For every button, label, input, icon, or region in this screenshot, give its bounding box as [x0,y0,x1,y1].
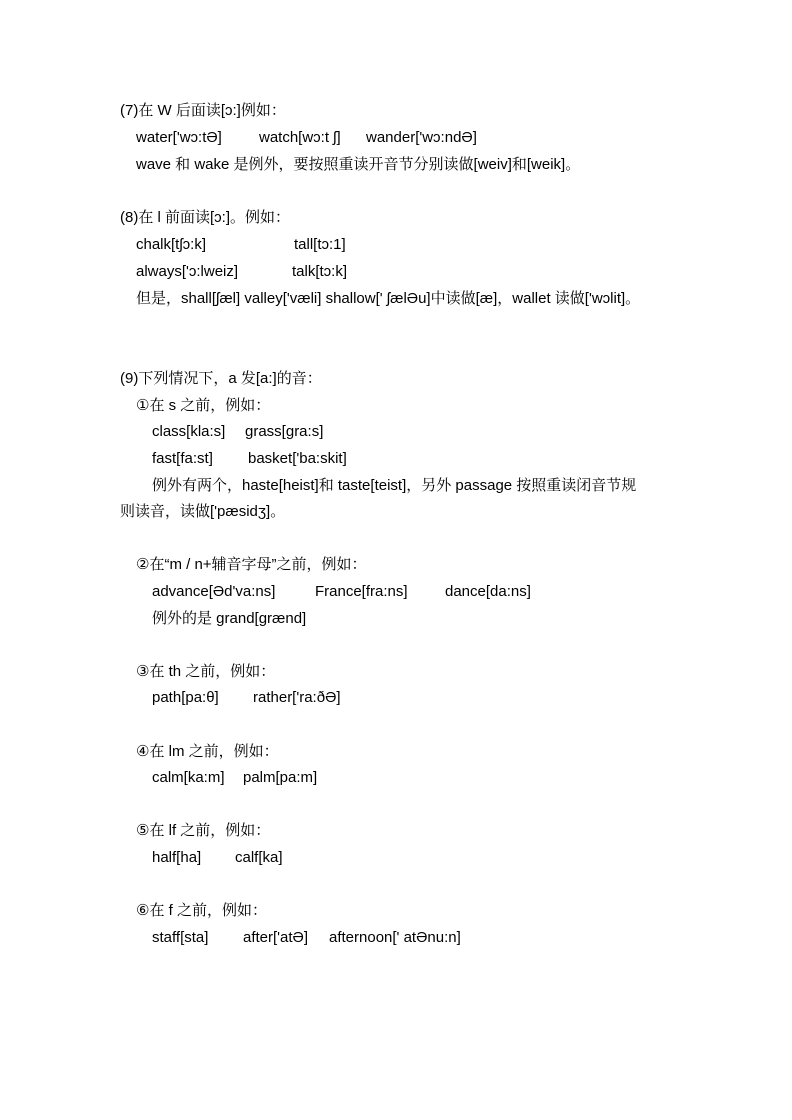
example-word: afternoon[' atƏnu:n] [329,929,461,946]
example-word: chalk[tʃɔ:k] [136,236,207,253]
case-5-heading: ⑤在 lf 之前，例如： [136,822,271,839]
example-word: talk[tɔ:k] [292,263,348,280]
example-word: basket['ba:skit] [248,450,347,467]
example-word: grass[gra:s] [245,423,324,440]
example-word: watch[wɔ:t ʃ] [259,129,341,146]
section-7-heading: (7)在 W 后面读[ɔ:]例如： [120,102,286,119]
case-3-heading: ③在 th 之前，例如： [136,663,276,680]
example-word: dance[da:ns] [445,583,531,600]
case-2-note: 例外的是 grand[grænd] [152,610,307,627]
example-word: calf[ka] [235,849,283,866]
example-word: path[pa:θ] [152,689,219,706]
example-word: after['atƏ] [243,929,309,946]
case-1-heading: ①在 s 之前，例如： [136,397,271,414]
case-2-heading: ②在“m / n+辅音字母”之前，例如： [136,556,367,573]
case-4-heading: ④在 lm 之前，例如： [136,743,279,760]
section-9-heading: (9)下列情况下，a 发[a:]的音： [120,370,322,387]
example-word: wander['wɔ:ndƏ] [366,129,477,146]
case-1-note-line1: 例外有两个，haste[heist]和 taste[teist]，另外 passage 按照重读闭音节规 [152,477,637,494]
example-word: staff[sta] [152,929,209,946]
example-word: palm[pa:m] [243,769,318,786]
example-word: half[ha] [152,849,202,866]
section-7-note: wave 和 wake 是例外，要按照重读开音节分别读做[weiv]和[weik]。 [136,156,581,173]
example-word: water['wɔ:tƏ] [136,129,222,146]
section-8-note: 但是，shall[ʃæl] valley['væli] shallow[' ʃælƏu]中读做[æ]，wallet 读做['wɔlit]。 [136,290,641,307]
example-word: France[fra:ns] [315,583,408,600]
case-6-heading: ⑥在 f 之前，例如： [136,902,267,919]
case-1-note-line2: 则读音，读做['pæsidʒ]。 [120,503,286,520]
example-word: advance[Əd'va:ns] [152,583,276,600]
example-word: calm[ka:m] [152,769,225,786]
example-word: rather['ra:ðƏ] [253,689,341,706]
example-word: class[kla:s] [152,423,226,440]
example-word: tall[tɔ:1] [294,236,346,253]
section-8-heading: (8)在 l 前面读[ɔ:]。例如： [120,209,291,226]
example-word: fast[fa:st] [152,450,213,467]
example-word: always['ɔ:lweiz] [136,263,239,280]
